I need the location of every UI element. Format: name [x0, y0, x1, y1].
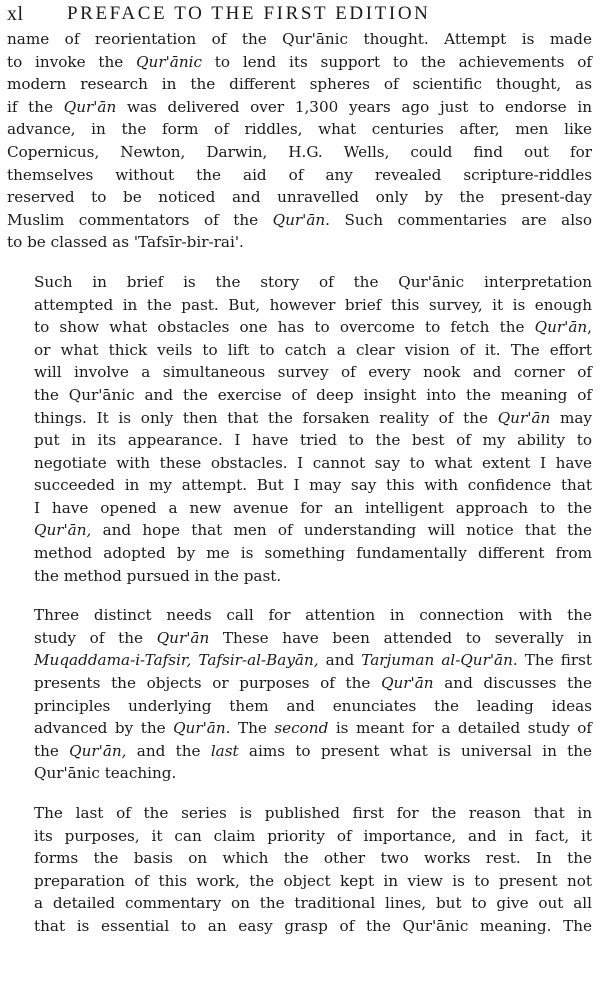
- text-span: a detailed commentary on the traditional lines, but to give out all: [34, 894, 592, 913]
- text-line: [7, 825, 592, 848]
- text-span: or what thick veils to lift to catch a clear vision of it. The effort: [34, 340, 592, 359]
- text-line: [7, 96, 592, 119]
- text-span: and hope that men of understanding will notice that the: [91, 521, 592, 540]
- text-span: Copernicus, Newton, Darwin, H.G. Wells, could find out for: [7, 142, 592, 161]
- text-span: aims to present what is universal in the: [238, 741, 593, 760]
- text-line: [7, 519, 592, 542]
- text-line: [7, 407, 592, 430]
- text-span: principles underlying them and enunciates the leading ideas: [34, 696, 592, 715]
- text-line: [7, 339, 592, 362]
- paragraph-2: [7, 271, 592, 587]
- text-line: [7, 802, 592, 825]
- text-span: to lend its support to the achievements of: [201, 52, 592, 71]
- paragraph-1: [7, 28, 592, 254]
- text-span: to show what obstacles one has to overcome to fetch the: [34, 318, 535, 337]
- paragraph-3: [7, 604, 592, 785]
- text-line: [7, 294, 592, 317]
- text-span: themselves without the aid of any revealed scripture-riddles: [7, 165, 592, 184]
- text-span: advance, in the form of riddles, what centuries after, men like: [7, 120, 592, 139]
- text-span: and discusses the: [433, 674, 592, 693]
- running-title: PREFACE TO THE FIRST EDITION: [67, 3, 431, 24]
- page-number: xl: [7, 3, 24, 25]
- text-line: [7, 231, 592, 254]
- text-span: the: [34, 741, 70, 760]
- running-head: [7, 0, 592, 28]
- italic-span: Qur'ānic: [136, 52, 202, 71]
- text-span: Qur'ānic teaching.: [34, 764, 177, 783]
- text-line: [7, 118, 592, 141]
- text-span: its purposes, it can claim priority of importance, and in fact, it: [34, 826, 592, 845]
- text-span: may: [550, 408, 592, 427]
- italic-span: Qur'ān: [381, 674, 434, 693]
- text-span: put in its appearance. I have tried to the best of my ability to: [34, 431, 592, 450]
- text-span: . The: [225, 719, 275, 738]
- text-line: [7, 695, 592, 718]
- text-line: [7, 316, 592, 339]
- text-span: that is essential to an easy grasp of the Qur'ānic meaning. The: [34, 916, 592, 935]
- text-span: . Such commentaries are also: [325, 210, 592, 229]
- text-span: attempted in the past. But, however brief this survey, it is enough: [34, 295, 592, 314]
- text-line: [7, 28, 592, 51]
- paragraph-4: [7, 802, 592, 938]
- italic-span: second: [274, 719, 329, 738]
- italic-span: Qur'ān: [63, 97, 117, 116]
- italic-span: Qur'ān: [156, 628, 210, 647]
- text-line: [7, 209, 592, 232]
- text-span: and the: [126, 741, 211, 760]
- text-line: [7, 474, 592, 497]
- body-text: [7, 28, 592, 938]
- text-line: [7, 497, 592, 520]
- text-line: [7, 892, 592, 915]
- text-span: name of reorientation of the Qur'ānic thought. Attempt is made: [7, 30, 592, 48]
- text-span: succeeded in my attempt. But I may say this with confidence that: [34, 476, 592, 495]
- text-span: The last of the series is published first for the reason that in: [34, 804, 592, 822]
- text-span: the method pursued in the past.: [34, 566, 282, 585]
- text-span: things. It is only then that the forsaken reality of the: [34, 408, 498, 427]
- text-span: to invoke the: [7, 52, 137, 71]
- text-span: presents the objects or purposes of the: [34, 674, 382, 693]
- text-span: advanced by the: [34, 719, 174, 738]
- text-line: [7, 915, 592, 938]
- text-span: if the: [7, 97, 64, 116]
- italic-span: Qur'ān,: [34, 521, 92, 540]
- text-span: Three distinct needs call for attention in connection with the: [34, 606, 592, 625]
- text-line: [7, 429, 592, 452]
- italic-span: Muqaddama-i-Tafsir, Tafsir-al-Bayān,: [34, 651, 319, 670]
- text-span: These have been attended to severally in: [209, 628, 592, 647]
- text-span: and: [318, 651, 362, 670]
- text-span: method adopted by me is something fundamentally different from: [34, 544, 592, 563]
- text-line: [7, 361, 592, 384]
- text-line: [7, 847, 592, 870]
- italic-span: Qur'ān: [497, 408, 551, 427]
- text-line: [7, 271, 592, 294]
- text-line: [7, 186, 592, 209]
- text-line: [7, 762, 592, 785]
- text-span: the Qur'ānic and the exercise of deep insight into the meaning of: [34, 385, 592, 404]
- text-line: [7, 649, 592, 672]
- italic-span: Qur'ān: [534, 318, 588, 337]
- text-span: modern research in the different spheres of scientific thought, as: [7, 75, 592, 94]
- text-span: will involve a simultaneous survey of every nook and corner of: [34, 363, 592, 382]
- text-span: reserved to be noticed and unravelled only by the present-day: [7, 188, 592, 207]
- italic-span: last: [210, 741, 239, 760]
- text-line: [7, 452, 592, 475]
- text-span: . The first: [512, 651, 593, 670]
- text-span: is meant for a detailed study of: [328, 719, 592, 738]
- text-line: [7, 73, 592, 96]
- text-line: [7, 141, 592, 164]
- text-span: ,: [587, 318, 592, 337]
- text-span: was delivered over 1,300 years ago just to endorse in: [116, 97, 592, 116]
- text-span: study of the: [34, 628, 157, 647]
- italic-span: Qur'ān: [272, 210, 326, 229]
- italic-span: Tarjuman al-Qur'ān: [361, 651, 513, 670]
- text-span: I have opened a new avenue for an intelligent approach to the: [34, 498, 592, 517]
- text-span: Such in brief is the story of the Qur'ānic interpretation: [34, 272, 592, 291]
- text-line: [7, 870, 592, 893]
- italic-span: Qur'ān,: [69, 741, 127, 760]
- italic-span: Qur'ān: [173, 719, 226, 738]
- text-span: forms the basis on which the other two works rest. In the: [34, 849, 592, 868]
- text-line: [7, 740, 592, 763]
- text-line: [7, 627, 592, 650]
- text-span: Muslim commentators of the: [7, 210, 273, 229]
- text-span: preparation of this work, the object kept in view is to present not: [34, 871, 592, 890]
- text-line: [7, 604, 592, 627]
- text-line: [7, 164, 592, 187]
- text-line: [7, 542, 592, 565]
- text-line: [7, 717, 592, 740]
- text-line: [7, 672, 592, 695]
- text-span: to be classed as 'Tafsīr-bir-rai'.: [7, 233, 244, 252]
- text-line: [7, 565, 592, 588]
- text-line: [7, 384, 592, 407]
- text-line: [7, 51, 592, 74]
- text-span: negotiate with these obstacles. I cannot say to what extent I have: [34, 453, 592, 472]
